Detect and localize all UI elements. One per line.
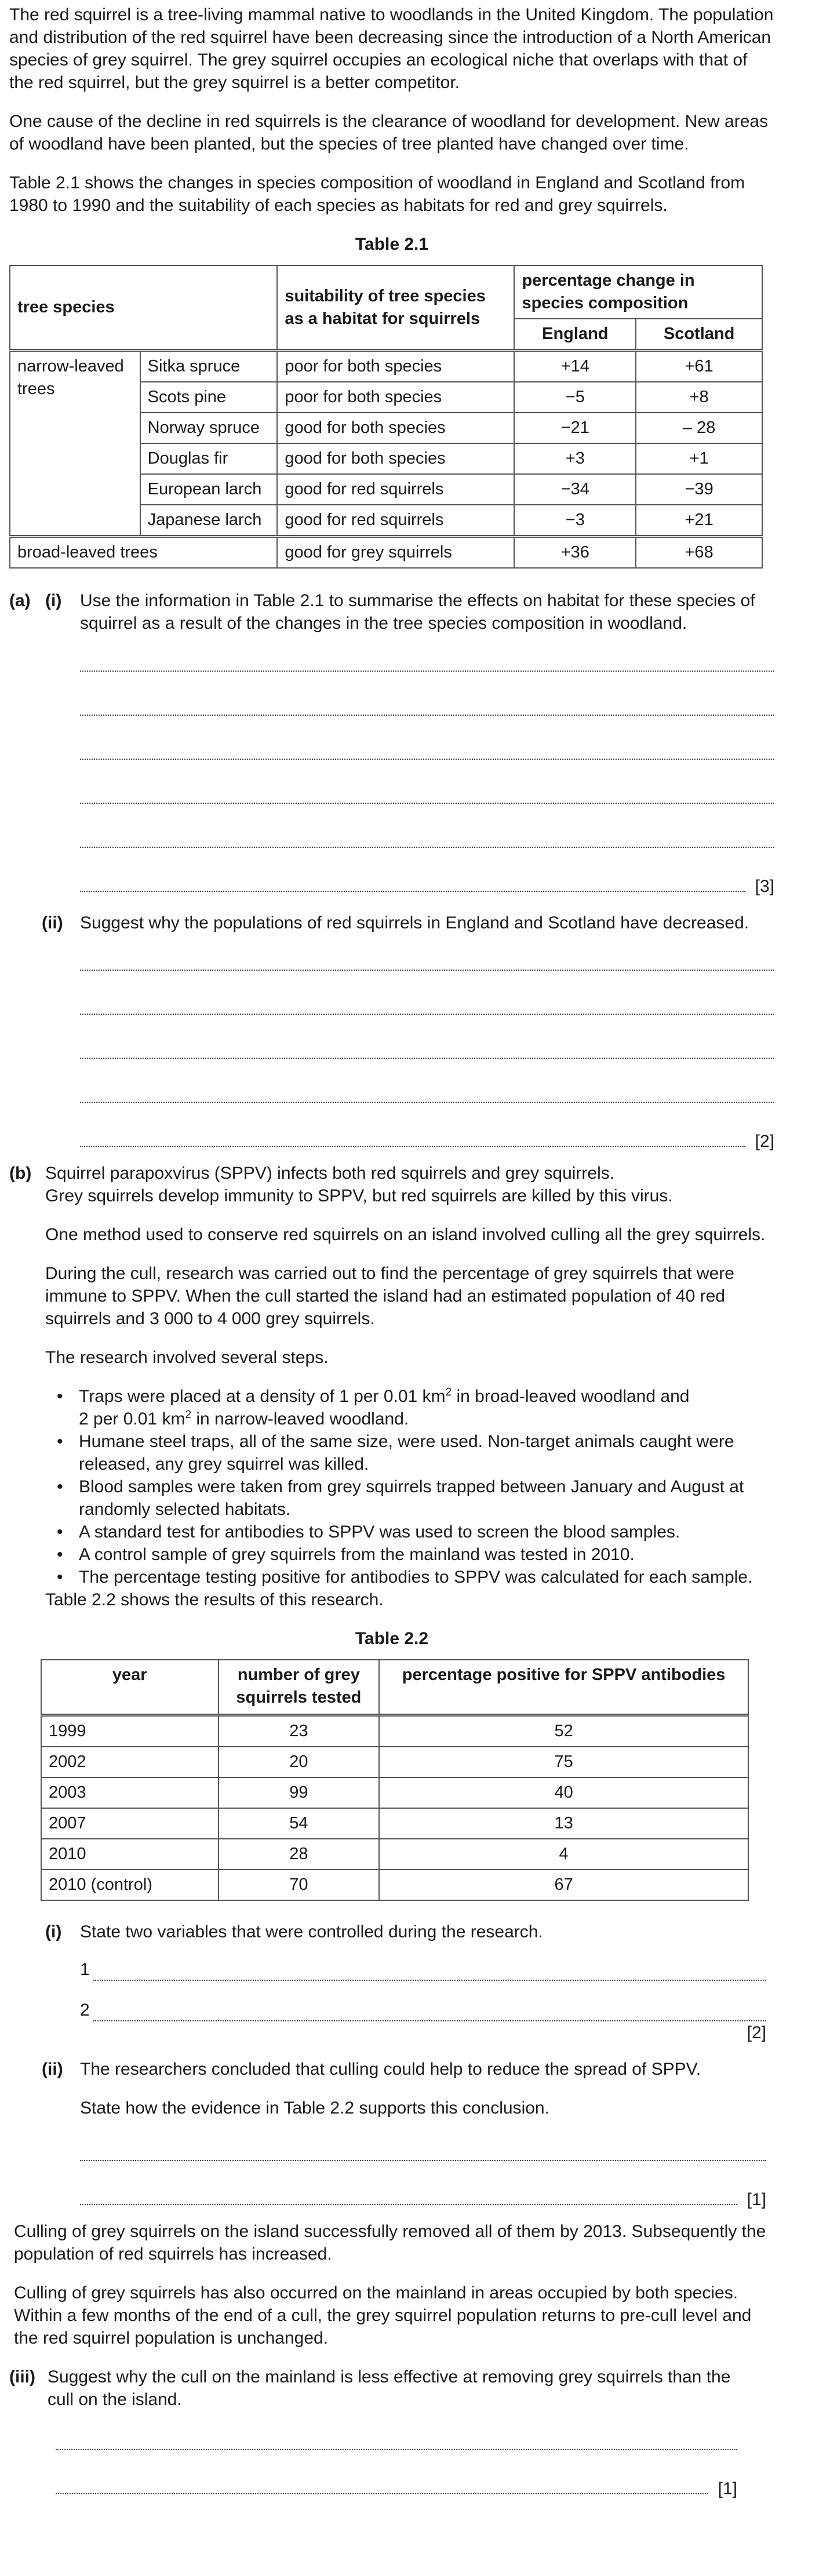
header-number-tested: number of grey squirrels tested — [219, 1660, 380, 1715]
answer-lines-a-ii — [80, 946, 774, 1151]
table-cell: Norway spruce — [140, 413, 278, 443]
table-cell: 75 — [379, 1747, 748, 1777]
answer-line[interactable] — [80, 735, 774, 760]
question-b-ii-text-2: State how the evidence in Table 2.2 supports this conclusion. — [80, 2098, 549, 2118]
bullet-text: Traps were placed at a density of 1 per 0.01 km — [79, 1387, 446, 1406]
table-cell: 99 — [219, 1777, 380, 1808]
table-2-1-title: Table 2.1 — [355, 235, 429, 254]
question-b-text-4: During the cull, research was carried out to find the percentage of grey squirrels that were immune to SPPV. When the cull started the island had an estimated population of 40 red squirrels and 3 000 to 4 000 grey squirrels. — [45, 1264, 734, 1328]
cull-paragraph-1: Culling of grey squirrels on the island successfully removed all of them by 2013. Subsequently the population of red squirrels has increased. — [14, 2222, 766, 2264]
list-item: • A standard test for antibodies to SPPV was used to screen the blood samples. — [44, 1521, 774, 1543]
answer-line[interactable] — [80, 2181, 766, 2209]
table-cell: −21 — [514, 413, 636, 443]
answer-line[interactable] — [80, 1079, 774, 1103]
table-cell: −3 — [514, 505, 636, 537]
bullet-text: in broad-leaved woodland and — [452, 1387, 690, 1406]
list-item — [44, 1385, 774, 1430]
question-b-ii-text-1: The researchers concluded that culling could help to reduce the spread of SPPV. — [80, 2060, 701, 2079]
table-cell: good for both species — [277, 443, 514, 474]
table-cell: poor for both species — [277, 351, 514, 382]
table-cell: 4 — [379, 1839, 748, 1870]
answer-lines-a-i — [80, 647, 774, 896]
question-i-label: (i) — [45, 591, 62, 610]
answer-line[interactable] — [93, 1962, 766, 1981]
header-scotland: Scotland — [636, 319, 762, 351]
answer-line[interactable] — [80, 990, 774, 1015]
answer-line[interactable] — [80, 647, 774, 672]
question-a-i — [9, 589, 774, 635]
answer-line-2[interactable] — [80, 1998, 766, 2021]
header-tree-species: tree species — [10, 265, 277, 351]
question-a-ii-text: Suggest why the populations of red squirrels in England and Scotland have decreased. — [80, 913, 749, 932]
answer-line[interactable] — [80, 868, 774, 896]
table-cell: 20 — [219, 1747, 380, 1777]
table-cell: 70 — [219, 1870, 380, 1900]
answer-line[interactable] — [93, 2003, 766, 2021]
superscript: 2 — [185, 1409, 192, 1421]
answer-line[interactable] — [56, 2470, 737, 2498]
question-b-iii — [9, 2366, 774, 2411]
table-cell: 1999 — [41, 1715, 219, 1747]
list-item: • Blood samples were taken from grey squirrels trapped between January and August at randomly selected habitats. — [44, 1475, 774, 1521]
table-cell: Sitka spruce — [140, 351, 278, 382]
table-cell: +1 — [636, 443, 762, 474]
question-iii-label: (iii) — [9, 2367, 35, 2386]
table-cell: 2007 — [41, 1808, 219, 1839]
superscript: 2 — [445, 1386, 452, 1398]
table-cell: 28 — [219, 1839, 380, 1870]
table-cell: Scots pine — [140, 382, 278, 413]
answer-line[interactable] — [56, 2426, 737, 2450]
list-item: • The percentage testing positive for antibodies to SPPV was calculated for each sample. — [44, 1566, 774, 1588]
header-percentage-change: percentage change in species composition — [514, 265, 762, 319]
table-cell: 13 — [379, 1808, 748, 1839]
header-suitability: suitability of tree species as a habitat for squirrels — [277, 265, 514, 351]
header-year: year — [41, 1660, 219, 1715]
question-ii-label: (ii) — [42, 2060, 63, 2079]
question-b-i-text: State two variables that were controlled during the research. — [80, 1922, 543, 1941]
header-england: England — [514, 319, 636, 351]
exam-page — [9, 0, 774, 2498]
table-cell: +3 — [514, 443, 636, 474]
table-cell: 2003 — [41, 1777, 219, 1808]
table-2-1 — [9, 265, 763, 569]
table-cell: 52 — [379, 1715, 748, 1747]
table-cell: Douglas fir — [140, 443, 278, 474]
table-cell: +36 — [514, 537, 636, 569]
table-cell: −39 — [636, 474, 762, 505]
table-cell: 54 — [219, 1808, 380, 1839]
intro-paragraph-1: The red squirrel is a tree-living mammal native to woodlands in the United Kingdom. The population and distribution of the red squirrel have been decreasing since the introduction of a North American species of grey squirrel. The grey squirrel occupies an ecological niche that overlaps with that of the red squirrel, but the grey squirrel is a better competitor. — [9, 5, 774, 92]
bullet-text: 2 per 0.01 km — [79, 1409, 185, 1429]
table-cell: 40 — [379, 1777, 748, 1808]
answer-line[interactable] — [80, 691, 774, 716]
question-b-text-5: The research involved several steps. — [45, 1348, 329, 1367]
table-cell: poor for both species — [277, 382, 514, 413]
answer-line[interactable] — [80, 1123, 774, 1151]
answer-line[interactable] — [80, 946, 774, 971]
question-b-text-2: Grey squirrels develop immunity to SPPV, but red squirrels are killed by this virus. — [45, 1186, 673, 1205]
narrow-leaved-group-label: narrow-leaved trees — [10, 351, 140, 537]
table-cell: +8 — [636, 382, 762, 413]
table-cell: +68 — [636, 537, 762, 569]
table-cell: −34 — [514, 474, 636, 505]
broad-leaved-label: broad-leaved trees — [10, 537, 277, 569]
table-cell: 2010 — [41, 1839, 219, 1870]
table-cell: Japanese larch — [140, 505, 278, 537]
mark-allocation: [2] — [752, 1130, 774, 1153]
table-cell: good for red squirrels — [277, 474, 514, 505]
cull-paragraph-2: Culling of grey squirrels has also occurred on the mainland in areas occupied by both species. Within a few months of the end of a cull, the grey squirrel population returns to pre-cull level and the red squirrel population is unchanged. — [14, 2283, 752, 2348]
answer-lines-b-iii — [56, 2426, 737, 2498]
table-cell: European larch — [140, 474, 278, 505]
question-ii-label: (ii) — [42, 913, 63, 932]
line-number: 2 — [80, 2001, 90, 2020]
question-i-label: (i) — [45, 1922, 62, 1941]
table-cell: +61 — [636, 351, 762, 382]
question-a-i-text: Use the information in Table 2.1 to summarise the effects on habitat for these species of squirrel as a result of the changes in the tree species composition in woodland. — [80, 591, 755, 633]
question-b-text-3: One method used to conserve red squirrels on an island involved culling all the grey squirrels. — [45, 1225, 766, 1244]
mark-allocation: [1] — [715, 2477, 737, 2500]
table-2-2-title: Table 2.2 — [355, 1629, 429, 1648]
answer-line-1[interactable] — [80, 1958, 766, 1981]
answer-line[interactable] — [80, 2137, 766, 2161]
table-cell: good for red squirrels — [277, 505, 514, 537]
table-cell: +14 — [514, 351, 636, 382]
intro-paragraph-3: Table 2.1 shows the changes in species composition of woodland in England and Scotland from 1980 to 1990 and the suitability of each species as habitats for red and grey squirrels. — [9, 173, 745, 215]
mark-allocation: [3] — [752, 875, 774, 898]
header-percentage-positive: percentage positive for SPPV antibodies — [379, 1660, 748, 1715]
mark-allocation: [2] — [747, 2023, 766, 2042]
table-cell: good for both species — [277, 413, 514, 443]
research-steps-list — [44, 1385, 774, 1588]
answer-line[interactable] — [80, 1034, 774, 1059]
question-b-ii — [9, 2058, 774, 2119]
mark-allocation: [1] — [744, 2188, 766, 2211]
table-2-2 — [41, 1659, 749, 1901]
list-item: • Humane steel traps, all of the same size, were used. Non-target animals caught were released, any grey squirrel was killed. — [44, 1430, 774, 1475]
intro-paragraph-2: One cause of the decline in red squirrels is the clearance of woodland for development. New areas of woodland have been planted, but the species of tree planted have changed over time. — [9, 112, 769, 154]
question-a-label: (a) — [9, 591, 31, 610]
table-cell: +21 — [636, 505, 762, 537]
bullet-text: in narrow-leaved woodland. — [191, 1409, 409, 1429]
table-cell: 2002 — [41, 1747, 219, 1777]
table-cell: 2010 (control) — [41, 1870, 219, 1900]
answer-line[interactable] — [80, 824, 774, 848]
table-cell: good for grey squirrels — [277, 537, 514, 569]
answer-line[interactable] — [80, 779, 774, 804]
list-item: • A control sample of grey squirrels from the mainland was tested in 2010. — [44, 1543, 774, 1566]
table-cell: −5 — [514, 382, 636, 413]
line-number: 1 — [80, 1960, 90, 1979]
question-b-i — [9, 1921, 774, 1944]
question-b-label: (b) — [9, 1164, 32, 1183]
answer-lines-b-i — [80, 1958, 766, 2044]
question-b-text-1: Squirrel parapoxvirus (SPPV) infects both red squirrels and grey squirrels. — [45, 1164, 615, 1183]
answer-lines-b-ii — [80, 2137, 766, 2209]
question-b — [9, 1162, 774, 1611]
table-cell: 23 — [219, 1715, 380, 1747]
question-b-iii-text: Suggest why the cull on the mainland is less effective at removing grey squirrels than the cull on the island. — [48, 2367, 731, 2409]
table-cell: 67 — [379, 1870, 748, 1900]
table-cell: – 28 — [636, 413, 762, 443]
question-b-text-6: Table 2.2 shows the results of this research. — [45, 1590, 384, 1609]
question-a-ii — [9, 912, 774, 935]
